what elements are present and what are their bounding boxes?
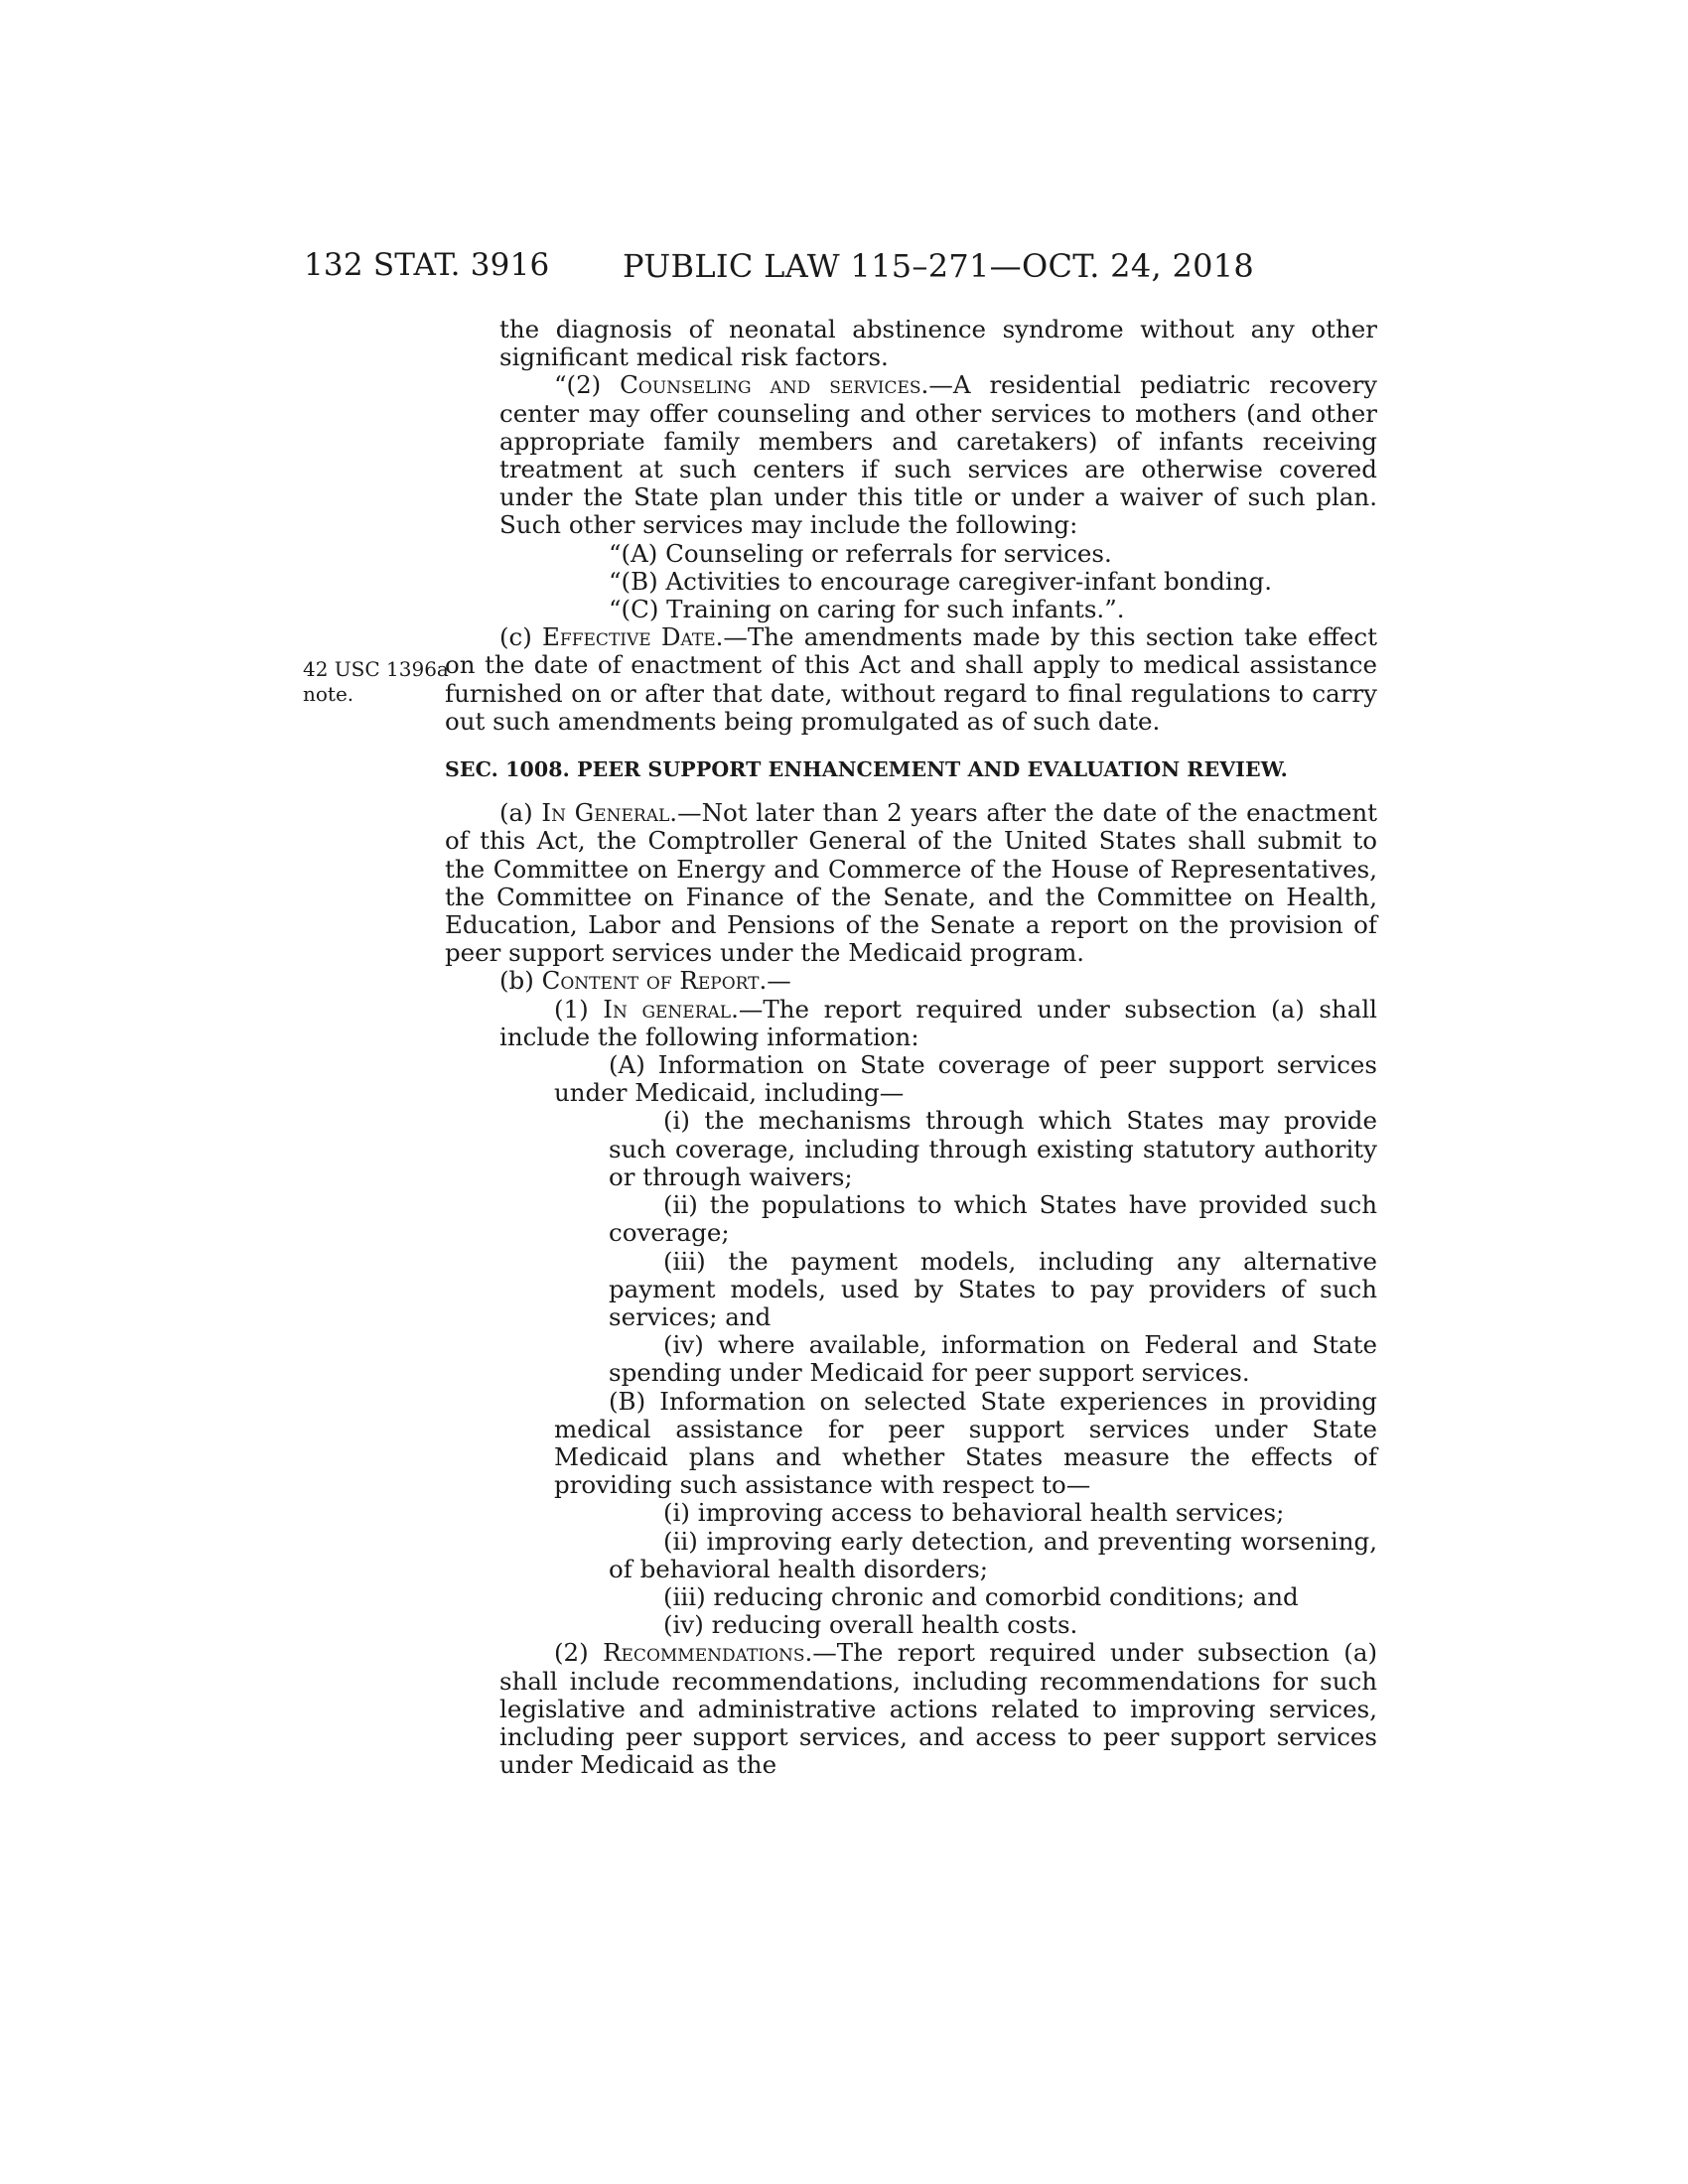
counseling-item-c: “(C) Training on caring for such infants.”. (609, 595, 1125, 624)
in-general-1-paragraph (499, 996, 1377, 1051)
effective-date-heading: Effective Date (542, 622, 716, 652)
item-b-subitem-i: (i) improving access to behavioral health services; (663, 1498, 1285, 1528)
document-body (445, 315, 1378, 1780)
margin-citation-line1: 42 USC 1396a (303, 657, 449, 681)
in-general-1-prefix: (1) (554, 994, 604, 1024)
item-a-subitem-iv: (iv) where available, information on Federal and State spending under Medicaid for peer support services. (609, 1330, 1377, 1388)
margin-citation (303, 657, 449, 707)
item-b-paragraph: (B) Information on selected State experiences in providing medical assistance for peer support services under State Medicaid plans and whether States measure the effects of providing such assistance with respect to— (554, 1386, 1377, 1500)
in-general-a-prefix: (a) (499, 798, 542, 828)
section-heading: SEC. 1008. PEER SUPPORT ENHANCEMENT AND EVALUATION REVIEW. (445, 757, 1288, 782)
public-law-title: PUBLIC LAW 115–271—OCT. 24, 2018 (623, 247, 1255, 285)
item-b-subitem-iii: (iii) reducing chronic and comorbid conditions; and (663, 1581, 1299, 1611)
item-a-subitem-iii: (iii) the payment models, including any alternative payment models, used by States to pay providers of such services; and (609, 1246, 1377, 1331)
effective-date-text: .—The amendments made by this section take effect on the date of enactment of this Act and shall apply to medical assistance furnished on or after that date, without regard to final regulations to carry out such amendments being promulgated as of such date. (445, 622, 1377, 736)
in-general-a-paragraph (445, 799, 1377, 967)
effective-date-prefix: (c) (499, 622, 543, 652)
item-a-paragraph: (A) Information on State coverage of peer support services under Medicaid, including— (554, 1050, 1377, 1108)
in-general-a-text: .—Not later than 2 years after the date of the enactment of this Act, the Comptroller General of the United States shall submit to the Committee on Energy and Commerce of the House of Representatives, the Committee on Finance of the Senate, and the Committee on Health, Education, Labor and Pensions of the Senate a report on the provision of peer support services under the Medicaid program. (445, 798, 1377, 968)
counseling-text: .—A residential pediatric recovery center may offer counseling and other services to mothers (and other appropriate family members and caretakers) of infants receiving treatment at such centers if such services are otherwise covered under the State plan under this title or under a waiver of such plan. Such other services may include the following: (499, 370, 1378, 540)
page-header (0, 247, 1688, 287)
content-of-report-text: .— (759, 966, 791, 996)
counseling-item-a: “(A) Counseling or referrals for services. (609, 538, 1112, 568)
item-a-subitem-ii: (ii) the populations to which States have provided such coverage; (609, 1190, 1377, 1248)
counseling-heading: Counseling and services (620, 370, 921, 400)
recommendations-heading: Recommendations (603, 1638, 805, 1668)
margin-citation-line2: note. (303, 682, 354, 706)
effective-date-paragraph (445, 623, 1377, 736)
in-general-1-heading: In general (603, 994, 732, 1024)
content-of-report-heading: Content of Report (541, 966, 760, 996)
content-of-report-paragraph (499, 967, 1377, 995)
in-general-1-text: .—The report required under subsection (a) shall include the following information: (499, 994, 1377, 1051)
content-of-report-prefix: (b) (499, 966, 542, 996)
recommendations-text: .—The report required under subsection (a) shall include recommendations, including recommendations for such legislative and administrative actions related to improving services, including peer support services, and access to peer support services under Medicaid as the (499, 1638, 1377, 1780)
in-general-a-heading: In General (541, 798, 670, 828)
counseling-prefix: “(2) (554, 370, 621, 400)
stat-page-number: 132 STAT. 3916 (304, 247, 550, 283)
continued-paragraph: the diagnosis of neonatal abstinence syndrome without any other significant medical risk factors. (499, 315, 1377, 372)
counseling-paragraph (499, 371, 1377, 539)
item-b-subitem-ii: (ii) improving early detection, and preventing worsening, of behavioral health disorders; (609, 1526, 1377, 1583)
recommendations-paragraph (499, 1639, 1377, 1779)
item-b-subitem-iv: (iv) reducing overall health costs. (663, 1610, 1078, 1640)
item-a-subitem-i: (i) the mechanisms through which States may provide such coverage, including through existing statutory authority or through waivers; (609, 1106, 1377, 1191)
recommendations-prefix: (2) (554, 1638, 604, 1668)
counseling-item-b: “(B) Activities to encourage caregiver-infant bonding. (609, 566, 1273, 596)
